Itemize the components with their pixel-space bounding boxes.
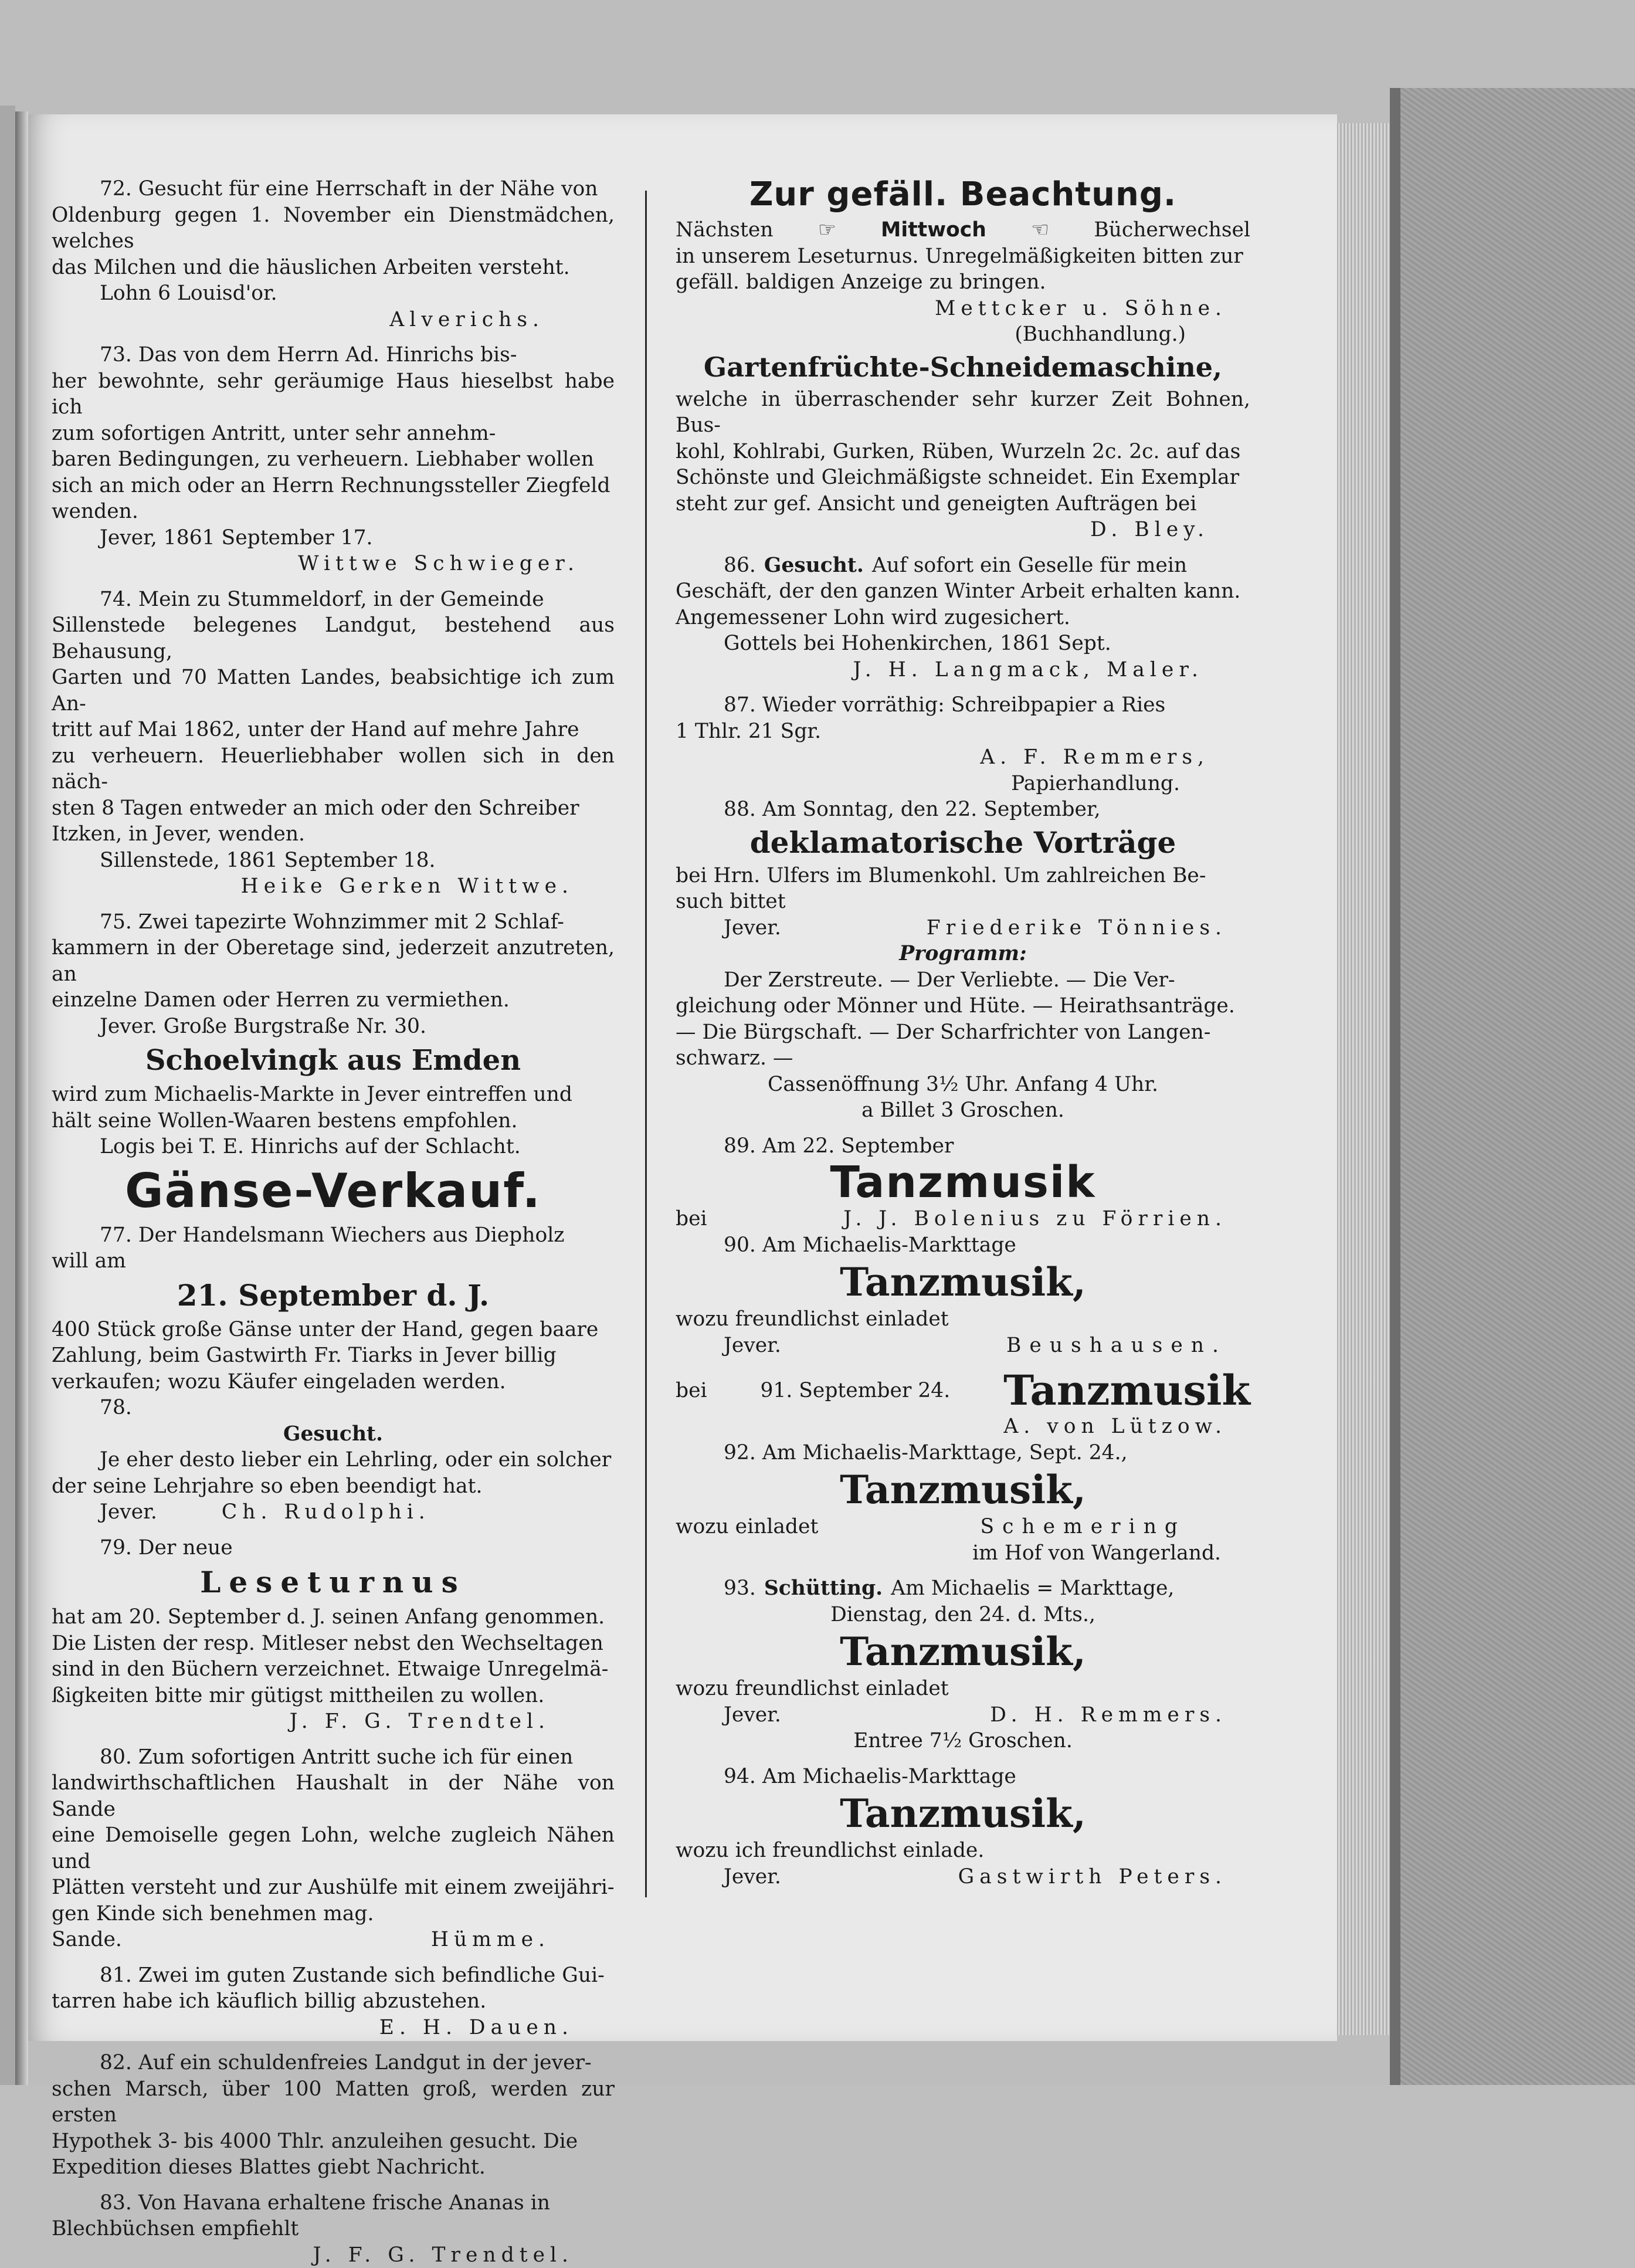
ad-signature: Beushausen. <box>1006 1333 1227 1359</box>
ad-text-line: 400 Stück große Gänse unter der Hand, gegen baare <box>52 1317 615 1343</box>
ad-text-line: eine Demoiselle gegen Lohn, welche zugleich Nähen und <box>52 1822 615 1874</box>
ad-place-date: Gottels bei Hohenkirchen, 1861 Sept. <box>676 630 1250 657</box>
ad-signature: D. H. Remmers. <box>990 1702 1227 1728</box>
ad-place-date: Sillenstede, 1861 September 18. <box>52 847 615 874</box>
ad-text-line: zum sofortigen Antritt, unter sehr annehm- <box>52 421 615 447</box>
ad-text-line: ßigkeiten bitte mir gütigst mittheilen zu wollen. <box>52 1683 615 1709</box>
ad-text-line: sich an mich oder an Herrn Rechnungssteller Ziegfeld <box>52 473 615 499</box>
ad-signature: D. Bley. <box>676 517 1250 543</box>
ad-signature: J. F. G. Trendtel. <box>52 2242 615 2268</box>
right-column <box>676 176 1250 1890</box>
ad-headline: Gesucht. <box>764 552 864 579</box>
ad-word: bei <box>676 1206 707 1232</box>
ad-text-line: such bittet <box>676 889 1250 915</box>
ad-text-line: wozu freundlichst einladet <box>676 1306 1250 1333</box>
ad-text-line: 74. Mein zu Stummeldorf, in der Gemeinde <box>52 587 615 613</box>
ad-75 <box>52 909 615 1040</box>
ad-text-line: 82. Auf ein schuldenfreies Landgut in der jever- <box>52 2050 615 2076</box>
ad-headline: deklamatorische Vorträge <box>676 825 1250 860</box>
ad-text: Auf sofort ein Geselle für mein <box>872 552 1187 579</box>
ad-72 <box>52 176 615 333</box>
ad-text: Am Michaelis = Markttage, <box>891 1575 1174 1602</box>
ad-gartenfruechte <box>676 350 1250 543</box>
ad-place: Jever. <box>724 1864 781 1890</box>
ad-text-line: Je eher desto lieber ein Lehrling, oder ein solcher <box>52 1447 615 1473</box>
ad-text-line: Geschäft, der den ganzen Winter Arbeit erhalten kann. <box>676 578 1250 605</box>
ad-text-line: Oldenburg gegen 1. November ein Dienstmädchen, welches <box>52 202 615 255</box>
page-edges <box>1337 123 1390 2035</box>
cover-board-edge <box>1390 88 1400 2085</box>
ad-signature: E. H. Dauen. <box>52 2015 615 2041</box>
ad-text-line: das Milchen und die häuslichen Arbeiten versteht. <box>52 255 615 281</box>
pointing-hand-left-icon: ☜ <box>1031 217 1049 243</box>
ad-number: 78. <box>52 1395 615 1421</box>
ad-text-line: Die Listen der resp. Mitleser nebst den Wechseltagen <box>52 1630 615 1657</box>
ad-text-line: Sillenstede belegenes Landgut, bestehend aus Behausung, <box>52 612 615 665</box>
program-line: gleichung oder Mönner und Hüte. — Heirathsanträge. <box>676 993 1250 1019</box>
ad-text-line: 81. Zwei im guten Zustande sich befindliche Gui- <box>52 1962 615 1989</box>
ad-94 <box>676 1764 1250 1890</box>
ad-text-line: her bewohnte, sehr geräumige Haus hieselbst habe ich <box>52 368 615 421</box>
ad-headline: Gesucht. <box>52 1421 615 1447</box>
ad-number: 93. <box>724 1575 756 1602</box>
ad-signature: A. von Lützow. <box>676 1413 1250 1440</box>
ad-text-line: will am <box>52 1248 615 1274</box>
ad-word: Bücherwechsel <box>1094 217 1250 243</box>
ad-text-line: Logis bei T. E. Hinrichs auf der Schlacht. <box>52 1134 615 1160</box>
ad-text-line: 73. Das von dem Herrn Ad. Hinrichs bis- <box>52 342 615 368</box>
ad-text-line: 88. Am Sonntag, den 22. September, <box>676 796 1250 823</box>
ad-text-line: bei Hrn. Ulfers im Blumenkohl. Um zahlreichen Be- <box>676 863 1250 889</box>
ad-headline: Tanzmusik, <box>676 1791 1250 1836</box>
pointing-hand-right-icon: ☞ <box>818 217 836 243</box>
ad-word: bei <box>676 1378 707 1404</box>
ad-text-line: landwirthschaftlichen Haushalt in der Nähe von Sande <box>52 1770 615 1822</box>
ad-text-line: Blechbüchsen empfiehlt <box>52 2216 615 2242</box>
ad-text-line: baren Bedingungen, zu verheuern. Liebhaber wollen <box>52 446 615 473</box>
ad-text-line: 80. Zum sofortigen Antritt suche ich für einen <box>52 1744 615 1771</box>
ad-86 <box>676 552 1250 683</box>
ad-text-line: hält seine Wollen-Waaren bestens empfohlen. <box>52 1108 615 1134</box>
ad-signature: Alverichs. <box>52 307 615 333</box>
ad-text-line: Lohn 6 Louisd'or. <box>52 280 615 307</box>
ad-text-line: Dienstag, den 24. d. Mts., <box>676 1602 1250 1628</box>
ad-text-line: a Billet 3 Groschen. <box>676 1097 1250 1124</box>
ad-83 <box>52 2190 615 2268</box>
ad-place: Sande. <box>52 1927 122 1953</box>
ad-text-line: wozu ich freundlichst einlade. <box>676 1838 1250 1864</box>
ad-text-line: welche in überraschender sehr kurzer Zeit Bohnen, Bus- <box>676 387 1250 439</box>
ad-text-line: 94. Am Michaelis-Markttage <box>676 1764 1250 1790</box>
ad-text-line: gen Kinde sich benehmen mag. <box>52 1901 615 1927</box>
ad-place: Jever. <box>724 915 781 941</box>
ad-signature-sub: (Buchhandlung.) <box>676 321 1250 348</box>
ad-81 <box>52 1962 615 2041</box>
ad-text-line: kammern in der Oberetage sind, jederzeit anzutreten, an <box>52 935 615 987</box>
ad-text-line: tritt auf Mai 1862, unter der Hand auf mehre Jahre <box>52 717 615 743</box>
ad-headline: Schütting. <box>764 1575 883 1602</box>
previous-page-edge <box>0 106 15 2085</box>
ad-text-line: 75. Zwei tapezirte Wohnzimmer mit 2 Schlaf- <box>52 909 615 935</box>
ad-headline: Gartenfrüchte-Schneidemaschine, <box>676 350 1250 384</box>
ad-text-line: kohl, Kohlrabi, Gurken, Rüben, Wurzeln 2c. 2c. auf das <box>676 439 1250 465</box>
ad-place-date: Jever, 1861 September 17. <box>52 525 615 551</box>
ad-90 <box>676 1232 1250 1359</box>
ad-text-line <box>676 217 1250 243</box>
ad-text-line: wozu freundlichst einladet <box>676 1676 1250 1702</box>
ad-word: Nächsten <box>676 217 774 243</box>
ad-headline: Gänse-Verkauf. <box>52 1165 615 1218</box>
ad-signature: J. J. Bolenius zu Förrien. <box>843 1206 1227 1232</box>
ad-signature-sub: Papierhandlung. <box>676 771 1250 797</box>
ad-text-line: 79. Der neue <box>52 1535 615 1561</box>
ad-signature: Ch. Rudolphi. <box>175 1499 430 1525</box>
book-cover-board <box>1390 88 1635 2085</box>
ad-79 <box>52 1535 615 1735</box>
ad-signature: Wittwe Schwieger. <box>52 551 615 577</box>
ad-text-line: verkaufen; wozu Käufer eingeladen werden. <box>52 1369 615 1395</box>
ad-headline: Tanzmusik <box>1003 1368 1250 1413</box>
ad-text-line: sten 8 Tagen entweder an mich oder den Schreiber <box>52 795 615 822</box>
program-heading: Programm: <box>676 941 1250 967</box>
ad-headline: Tanzmusik <box>676 1159 1250 1206</box>
ad-text-line: 90. Am Michaelis-Markttage <box>676 1232 1250 1259</box>
ad-place: Jever. <box>100 1499 157 1525</box>
ad-text-line: in unserem Leseturnus. Unregelmäßigkeiten bitten zur <box>676 243 1250 270</box>
ad-text-line: 72. Gesucht für eine Herrschaft in der Nähe von <box>52 176 615 202</box>
left-column <box>52 176 615 2268</box>
ad-text-line: Itzken, in Jever, wenden. <box>52 821 615 847</box>
ad-headline: Leseturnus <box>52 1563 615 1602</box>
program-line: schwarz. — <box>676 1045 1250 1072</box>
ad-text-line: 87. Wieder vorräthig: Schreibpapier a Ries <box>676 692 1250 718</box>
ad-headline: Schoelvingk aus Emden <box>52 1042 615 1079</box>
ad-88 <box>676 796 1250 1124</box>
ad-text-line: steht zur gef. Ansicht und geneigten Aufträgen bei <box>676 491 1250 517</box>
ad-text-line: der seine Lehrjahre so eben beendigt hat. <box>52 1473 615 1500</box>
ad-beachtung <box>676 176 1250 348</box>
ad-91 <box>676 1368 1250 1440</box>
ad-text-line: tarren habe ich käuflich billig abzustehen. <box>52 1988 615 2015</box>
ad-text-line: 77. Der Handelsmann Wiechers aus Diepholz <box>52 1222 615 1249</box>
ad-signature: Friederike Tönnies. <box>927 915 1227 941</box>
ad-text: 91. September 24. <box>760 1378 950 1404</box>
ad-80 <box>52 1744 615 1953</box>
ad-text-line: 89. Am 22. September <box>676 1133 1250 1160</box>
ad-text-line: 83. Von Havana erhaltene frische Ananas in <box>52 2190 615 2216</box>
ad-74 <box>52 587 615 900</box>
ad-headline: Tanzmusik, <box>676 1629 1250 1674</box>
ad-text-line: sind in den Büchern verzeichnet. Etwaige Unregelmä- <box>52 1656 615 1683</box>
ad-73 <box>52 342 615 577</box>
ad-text-line: Plätten versteht und zur Aushülfe mit einem zweijähri- <box>52 1874 615 1901</box>
ad-text-line: einzelne Damen oder Herren zu vermiethen. <box>52 987 615 1013</box>
ad-text-line: Zahlung, beim Gastwirth Fr. Tiarks in Jever billig <box>52 1343 615 1369</box>
ad-signature: Schemering <box>980 1514 1186 1540</box>
ad-92 <box>676 1440 1250 1567</box>
ad-text-line: Angemessener Lohn wird zugesichert. <box>676 605 1250 631</box>
ad-text-line: 1 Thlr. 21 Sgr. <box>676 718 1250 745</box>
ad-78 <box>52 1395 615 1525</box>
ad-87 <box>676 692 1250 796</box>
ad-text-line: Garten und 70 Matten Landes, beabsichtige ich zum An- <box>52 665 615 717</box>
ad-text-line: hat am 20. September d. J. seinen Anfang genommen. <box>52 1604 615 1630</box>
ad-date-headline: 21. September d. J. <box>52 1277 615 1314</box>
ad-signature: A. F. Remmers, <box>676 744 1250 771</box>
ad-text-line: wird zum Michaelis-Markte in Jever eintreffen und <box>52 1082 615 1108</box>
ad-82 <box>52 2050 615 2181</box>
ad-text-line: gefäll. baldigen Anzeige zu bringen. <box>676 269 1250 296</box>
ad-signature: Gastwirth Peters. <box>958 1864 1227 1890</box>
ad-headline: Zur gefäll. Beachtung. <box>676 176 1250 213</box>
ad-text-line: Expedition dieses Blattes giebt Nachricht. <box>52 2154 615 2181</box>
ad-text-line: Cassenöffnung 3½ Uhr. Anfang 4 Uhr. <box>676 1072 1250 1098</box>
ad-headline: Tanzmusik, <box>676 1259 1250 1305</box>
ad-89 <box>676 1133 1250 1232</box>
program-line: — Die Bürgschaft. — Der Scharfrichter von Langen- <box>676 1019 1250 1046</box>
ad-text-line: wenden. <box>52 499 615 525</box>
ad-emphasis: Mittwoch <box>881 217 986 243</box>
book-gutter <box>15 111 28 2085</box>
ad-address: Jever. Große Burgstraße Nr. 30. <box>52 1013 615 1040</box>
program-line: Der Zerstreute. — Der Verliebte. — Die Ver- <box>676 967 1250 994</box>
ad-signature-sub: im Hof von Wangerland. <box>676 1540 1250 1567</box>
ad-signature: J. F. G. Trendtel. <box>52 1708 615 1735</box>
ad-headline: Tanzmusik, <box>676 1467 1250 1513</box>
ad-signature: Heike Gerken Wittwe. <box>52 873 615 900</box>
ad-text-line: Hypothek 3- bis 4000 Thlr. anzuleihen gesucht. Die <box>52 2128 615 2155</box>
ad-text: wozu einladet <box>676 1514 818 1540</box>
ad-text-line: Entree 7½ Groschen. <box>676 1728 1250 1754</box>
ad-77-gaense <box>52 1165 615 1395</box>
column-divider <box>645 191 647 1897</box>
ad-place: Jever. <box>724 1333 781 1359</box>
ad-text-line: schen Marsch, über 100 Matten groß, werden zur ersten <box>52 2076 615 2128</box>
ad-93 <box>676 1575 1250 1754</box>
ad-place: Jever. <box>724 1702 781 1728</box>
ad-number: 86. <box>724 552 756 579</box>
ad-text-line: zu verheuern. Heuerliebhaber wollen sich in den näch- <box>52 743 615 795</box>
ad-schoelvingk <box>52 1042 615 1160</box>
ad-signature: Hümme. <box>431 1927 550 1953</box>
ad-signature: J. H. Langmack, Maler. <box>676 657 1250 683</box>
ad-text-line: 92. Am Michaelis-Markttage, Sept. 24., <box>676 1440 1250 1466</box>
ad-signature: Mettcker u. Söhne. <box>676 296 1250 322</box>
ad-text-line: Schönste und Gleichmäßigste schneidet. Ein Exemplar <box>676 465 1250 491</box>
